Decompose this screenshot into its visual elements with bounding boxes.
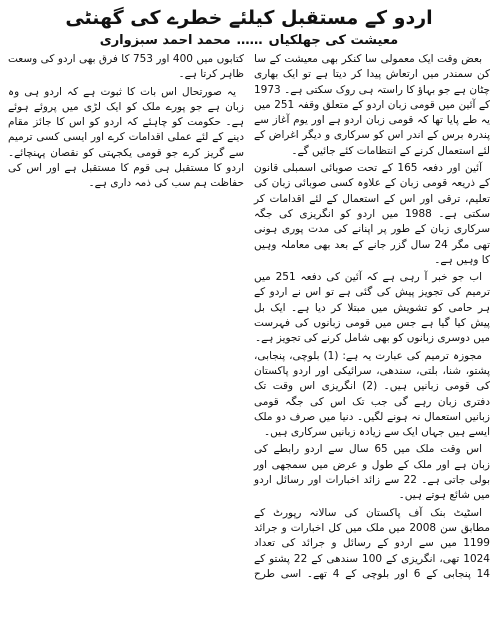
column-name: معیشت کی جھلکیاں bbox=[268, 33, 399, 48]
article-paragraph: یہ صورتحال اس بات کا ثبوت ہے کہ اردو ہی وہ زبان ہے جو پورے ملک کو ایک لڑی میں پروئے ہوئے ہے۔ حکومت کو چاہئے کہ اردو کو اس کا جائز مقام دینے کے لئے عملی اقدامات کرے اور ایسی کسی ترمیم سے گریز کرے جو قومی یکجہتی کو نقصان پہنچائے۔ اردو کا مستقبل ہی قوم کا مستقبل ہے اور اس کی حفاظت ہم سب کی ذمہ داری ہے۔ bbox=[8, 85, 244, 190]
article-paragraph: اسٹیٹ بنک آف پاکستان کی سالانہ رپورٹ کے مطابق سن 2008 میں ملک میں کل اخبارات و جرائد 1199 میں سے اردو کے رسائل و جرائد کی تعداد 1024 تھی، انگریزی کے 100 سندھی کے 22 پشتو کے 14 پنجابی کے 6 اور بلوچی کے 4 تھے۔ اسی طرح کتابوں میں 400 اور 753 کا فرق بھی اردو کی وسعت ظاہر کرتا ہے۔ bbox=[8, 53, 490, 580]
article-paragraph: اس وقت ملک میں 65 سال سے اردو رابطے کی زبان ہے اور ملک کے طول و عرض میں سمجھی اور بولی جاتی ہے۔ 22 سے زائد اخبارات اور رسائل اردو میں شائع ہوتے ہیں۔ bbox=[254, 443, 491, 502]
article-header bbox=[8, 6, 490, 50]
article-paragraph: مجوزہ ترمیم کی عبارت یہ ہے: (1) بلوچی، پنجابی، پشتو، شنا، بلتی، سندھی، سرائیکی اور اردو پاکستان کی قومی زبانیں ہیں۔ (2) انگریزی اس وقت تک دفتری زبان رہے گی جب تک اس کی جگہ قومی زبانیں استعمال نہ ہونے لگیں۔ دنیا میں صرف دو ملک ایسے ہیں جہاں ایک سے زیادہ زبانیں سرکاری ہیں۔ bbox=[254, 349, 490, 439]
article-body bbox=[8, 52, 490, 612]
article-byline: معیشت کی جھلکیاں……محمد احمد سبزواری bbox=[99, 33, 399, 48]
article-title: اردو کے مستقبل کیلئے خطرے کی گھنٹی bbox=[65, 7, 433, 29]
author-name: محمد احمد سبزواری bbox=[99, 33, 231, 48]
article-paragraph: بعض وقت ایک معمولی سا کنکر بھی معیشت کے سا کن سمندر میں ارتعاش پیدا کر دیتا ہے تو ایک بھاری چٹان ہے جو بہاؤ کا راستہ ہی روک سکتی ہے۔ 1973 کے آئین میں قومی زبان اردو کے متعلق وقفہ 251 میں یہ طے پایا تھا کہ قومی زبان اردو ہے اور یوم آغاز سے پندرہ برس کے اندر اس کو سرکاری و دیگر اغراض کے لئے استعمال کرنے کے انتظامات کئے جائیں گے۔ bbox=[254, 53, 490, 157]
article-paragraph: اب جو خبر آ رہی ہے کہ آئین کی دفعہ 251 میں ترمیم کی تجویز پیش کی گئی ہے تو اس نے اردو کے ہر حامی کو تشویش میں مبتلا کر دیا ہے۔ ایک بل پیش کیا گیا ہے جس میں قومی زبانوں کی فہرست میں دوسری زبانوں کو بھی شامل کرنے کی تجویز ہے۔ bbox=[254, 271, 490, 345]
article-paragraph: آئین اور دفعہ 165 کے تحت صوبائی اسمبلی قانون کے ذریعہ قومی زبان کے علاوہ کسی صوبائی زبان کی تعلیم، ترقی اور اس کے استعمال کے لئے اقدامات کر سکتی ہے۔ 1988 میں اردو کو انگریزی کی جگہ سرکاری زبان کے طور پر اپنانے کی مدت پوری ہونی تھی مگر 24 سال گزر جانے کے بعد بھی معاملہ وہیں کا وہیں ہے۔ bbox=[254, 162, 490, 266]
